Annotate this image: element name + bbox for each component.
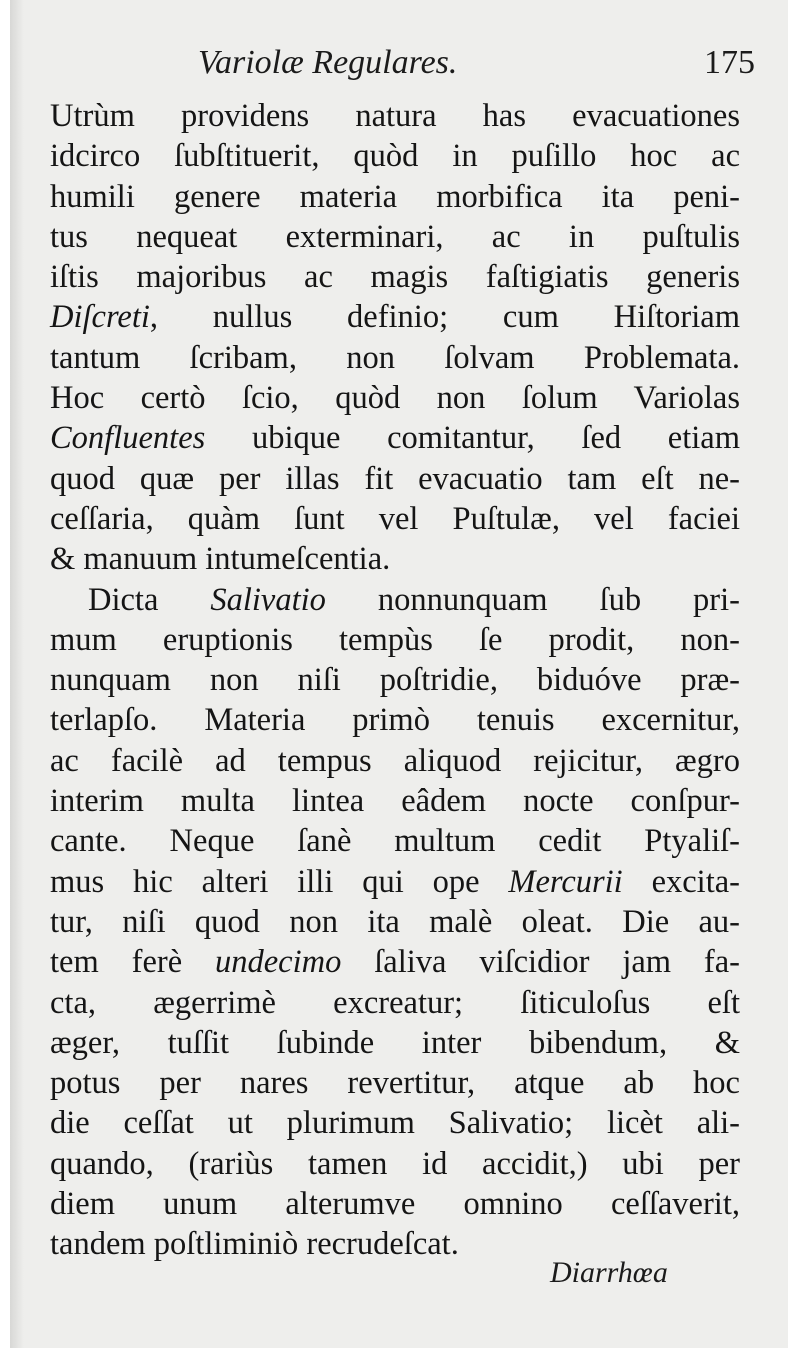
text-line: æger, tuſſit ſubinde inter bibendum, &: [50, 1024, 740, 1061]
body-text: [50, 96, 740, 1265]
text-line: nunquam non niſi poſtridie, biduóve præ-: [50, 662, 740, 699]
text-run: ubique comitantur, ſed etiam: [205, 420, 740, 457]
italic-term: undecimo: [215, 944, 342, 981]
page-gutter-shadow: [10, 0, 24, 1348]
text-run: excita-: [622, 863, 740, 900]
catchword: Diarrhœa: [550, 1256, 668, 1289]
text-line: terlapſo. Materia primò tenuis excernitur,: [50, 702, 740, 739]
text-run: mus hic alteri illi qui ope: [50, 863, 509, 900]
text-line: diem unum alterumve omnino ceſſaverit,: [50, 1186, 740, 1223]
text-line: [50, 418, 740, 458]
text-line: tur, niſi quod non ita malè oleat. Die au-: [50, 903, 740, 940]
text-line: Hoc certò ſcio, quòd non ſolum Variolas: [50, 380, 740, 417]
text-run: , nullus definio; cum Hiſtoriam: [149, 299, 740, 336]
running-title: Variolæ Regulares.: [198, 44, 458, 81]
text-run: ſaliva viſcidior jam fa-: [341, 944, 740, 981]
text-line: tandem poſtliminiò recrudeſcat.: [50, 1226, 459, 1263]
text-line: tantum ſcribam, non ſolvam Problemata.: [50, 339, 740, 376]
book-page: [10, 0, 788, 1348]
text-line: cta, ægerrimè excreatur; ſiticuloſus eſt: [50, 984, 740, 1021]
text-line: idcirco ſubſtituerit, quòd in puſillo hoc ac: [50, 138, 740, 175]
text-line: tus nequeat exterminari, ac in puſtulis: [50, 218, 740, 255]
text-line: Utrùm providens natura has evacuationes: [50, 98, 740, 134]
text-run: nonnunquam ſub pri-: [325, 581, 740, 618]
italic-term: Salivatio: [210, 581, 326, 618]
text-line: interim multa lintea eâdem nocte conſpur-: [50, 783, 740, 820]
running-head: [10, 38, 788, 98]
text-line: quando, (rariùs tamen id accidit,) ubi per: [50, 1145, 740, 1182]
text-line: [50, 297, 740, 337]
page-number: 175: [704, 44, 755, 81]
text-line: ceſſaria, quàm ſunt vel Puſtulæ, vel faciei: [50, 500, 740, 537]
text-line: [50, 862, 740, 902]
text-line: [50, 580, 740, 620]
italic-term: Confluentes: [50, 420, 206, 457]
text-line: iſtis majoribus ac magis faſtigiatis generis: [50, 259, 740, 296]
text-line: ac facilè ad tempus aliquod rejicitur, ægro: [50, 742, 740, 779]
text-line: cante. Neque ſanè multum cedit Ptyaliſ-: [50, 823, 740, 860]
text-line: mum eruptionis tempùs ſe prodit, non-: [50, 621, 740, 658]
text-line: die ceſſat ut plurimum Salivatio; licèt ali-: [50, 1105, 740, 1142]
text-line: [50, 942, 740, 982]
text-line: quod quæ per illas fit evacuatio tam eſt ne-: [50, 460, 740, 497]
italic-term: Diſcreti: [50, 299, 150, 336]
text-line: humili genere materia morbifica ita peni-: [50, 178, 740, 215]
text-line: & manuum intumeſcentia.: [50, 541, 391, 578]
italic-term: Mercurii: [508, 863, 623, 900]
text-line: potus per nares revertitur, atque ab hoc: [50, 1065, 740, 1102]
text-run: Dicta: [88, 581, 211, 618]
text-run: tem ferè: [50, 944, 215, 981]
